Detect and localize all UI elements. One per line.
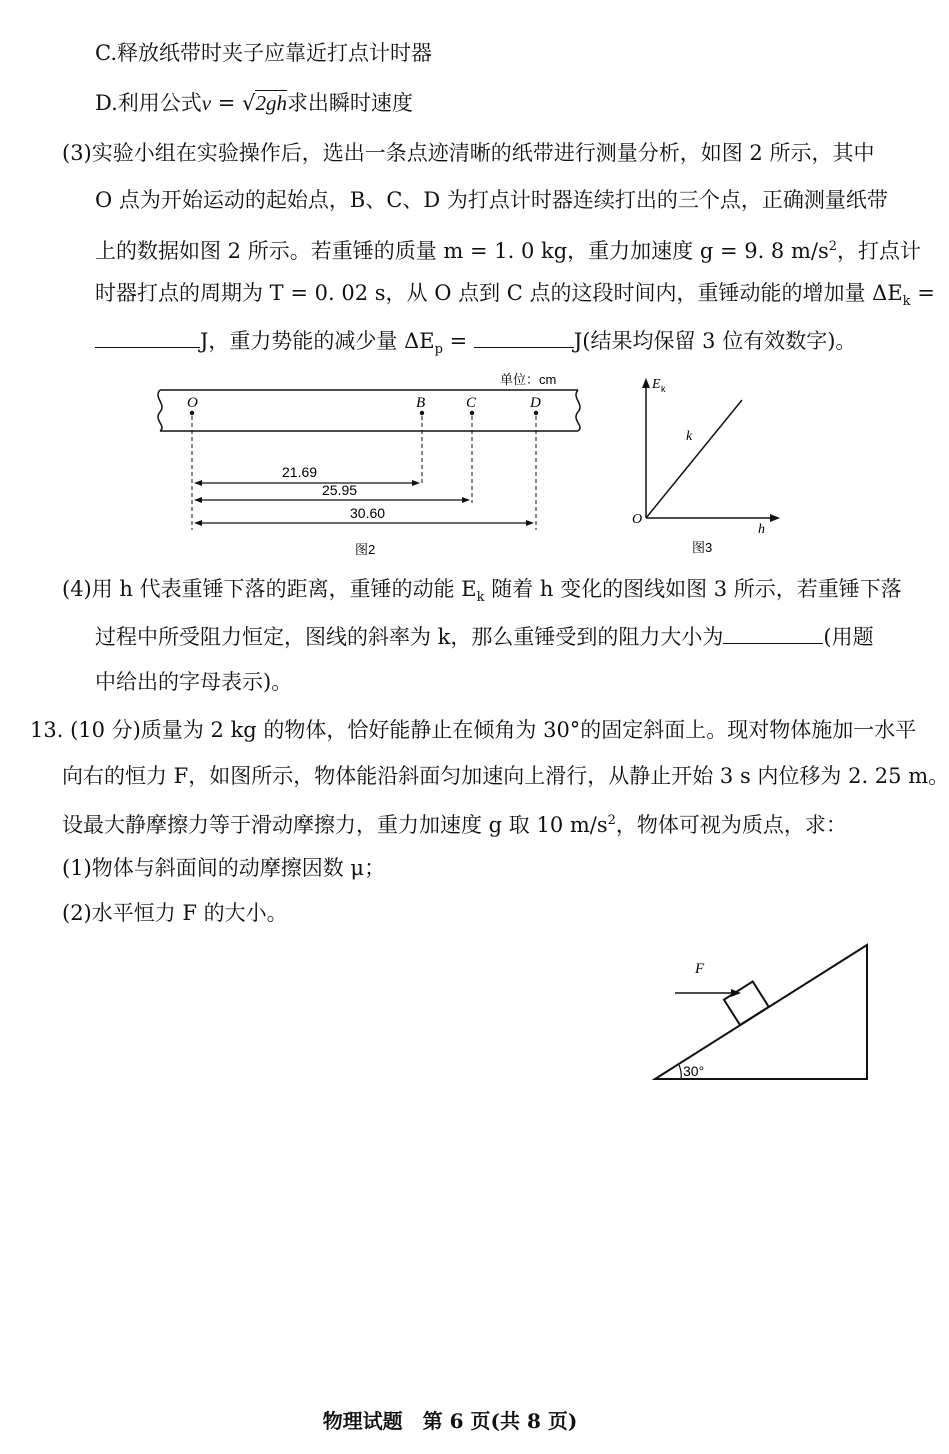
option-d-prefix: D.利用公式 (95, 91, 202, 115)
q13-line2: 向右的恒力 F，如图所示，物体能沿斜面匀加速向上滑行，从静止开始 3 s 内位移为 2. 25 m。 (62, 764, 949, 788)
option-d-eq: = (211, 91, 243, 115)
part3-line4-end: = (910, 281, 935, 305)
block-rect (724, 981, 769, 1025)
tape-right-tear (576, 390, 580, 431)
fig3-caption: 图3 (692, 540, 713, 555)
x-axis-label: h (758, 522, 765, 537)
part3-line3 (95, 232, 921, 266)
q13-sub1: (1)物体与斜面间的动摩擦因数 μ； (62, 856, 386, 880)
part3-line3-end: ，打点计 (837, 239, 922, 263)
part4-line1 (62, 574, 902, 613)
point-label-d: D (530, 395, 541, 411)
option-c: C.释放纸带时夹子应靠近打点计时器 (95, 41, 432, 65)
figure-2-tape (150, 368, 590, 563)
y-axis-label: E (652, 377, 661, 392)
option-d-sqrt: 2gh (255, 91, 287, 115)
answer-blank-resistance[interactable] (723, 621, 823, 644)
slope-label: k (686, 429, 693, 444)
q13-line3-end: ，物体可视为质点，求： (615, 813, 847, 837)
x-axis-arrow (770, 514, 780, 522)
option-d-var: v (201, 91, 212, 115)
part3-line5-sub: p (434, 342, 443, 358)
page-footer: 物理试题 第 6 页(共 8 页) (322, 1409, 578, 1433)
part3-line4-text: 时器打点的周期为 T = 0. 02 s，从 O 点到 C 点的这段时间内，重锤动能的增加量 ΔE (95, 281, 903, 305)
incline-figure (645, 935, 875, 1085)
ek-h-line (646, 400, 742, 518)
fig2-unit: 单位：cm (500, 372, 557, 387)
y-axis-label-sub: k (661, 384, 666, 394)
option-d (95, 88, 413, 118)
q13-line3 (62, 806, 847, 840)
part3-line4 (95, 278, 935, 317)
part4-line2-text: 过程中所受阻力恒定，图线的斜率为 k，那么重锤受到的阻力大小为 (95, 625, 724, 649)
q13-line3-text: 设最大静摩擦力等于滑动摩擦力，重力加速度 g 取 10 m/s (62, 813, 608, 837)
tape-dot-c (470, 411, 474, 415)
figure-3-graph (620, 372, 790, 562)
measure-oc-label: 25.95 (322, 482, 358, 498)
tape-dot-b (420, 411, 424, 415)
point-label-o: O (187, 395, 198, 411)
part3-line4-sub: k (902, 294, 911, 310)
tape-left-tear (158, 390, 162, 431)
part4-line3: 中给出的字母表示)。 (95, 670, 293, 694)
force-label: F (695, 961, 705, 977)
part3-line5-eq: = (442, 329, 468, 353)
part3-line5-text: J，重力势能的减少量 ΔE (200, 329, 435, 353)
q13-sub2: (2)水平恒力 F 的大小。 (62, 901, 288, 925)
part3-line3-text: 上的数据如图 2 所示。若重锤的质量 m = 1. 0 kg，重力加速度 g = 9. 8 m/s (95, 239, 829, 263)
angle-arc (679, 1065, 681, 1079)
y-axis-arrow (642, 378, 650, 388)
tape-dot-d (534, 411, 538, 415)
part4-line2-end: (用题 (823, 625, 874, 649)
part3-line5-end: J(结果均保留 3 位有效数字)。 (573, 329, 857, 353)
option-d-suffix: 求出瞬时速度 (286, 91, 413, 115)
measure-od-label: 30.60 (350, 505, 386, 521)
origin-label: O (632, 512, 643, 527)
sqrt-sign: √ (242, 91, 256, 115)
fig2-caption: 图2 (355, 542, 376, 557)
part3-line3-sup: 2 (828, 239, 838, 254)
point-label-b: B (416, 395, 426, 411)
q13-line3-sup: 2 (607, 813, 616, 828)
part3-line1: (3)实验小组在实验操作后，选出一条点迹清晰的纸带进行测量分析，如图 2 所示，其中 (62, 141, 875, 165)
angle-label: 30° (683, 1063, 705, 1079)
part4-line1-sub: k (476, 590, 485, 606)
measure-ob-label: 21.69 (282, 464, 318, 480)
part4-line1-text: (4)用 h 代表重锤下落的距离，重锤的动能 E (62, 577, 477, 601)
answer-blank-ek[interactable] (95, 325, 200, 348)
part4-line1-end: 随着 h 变化的图线如图 3 所示，若重锤下落 (484, 577, 902, 601)
point-label-c: C (466, 395, 477, 411)
part3-line2: O 点为开始运动的起始点，B、C、D 为打点计时器连续打出的三个点，正确测量纸带 (95, 188, 888, 212)
part3-line5 (95, 325, 856, 365)
answer-blank-ep[interactable] (474, 325, 574, 348)
part4-line2 (95, 621, 874, 652)
tape-dot-o (190, 411, 194, 415)
block (724, 981, 769, 1025)
q13-line1: 13. (10 分)质量为 2 kg 的物体，恰好能静止在倾角为 30°的固定斜面上。现对物体施加一水平 (30, 718, 917, 742)
